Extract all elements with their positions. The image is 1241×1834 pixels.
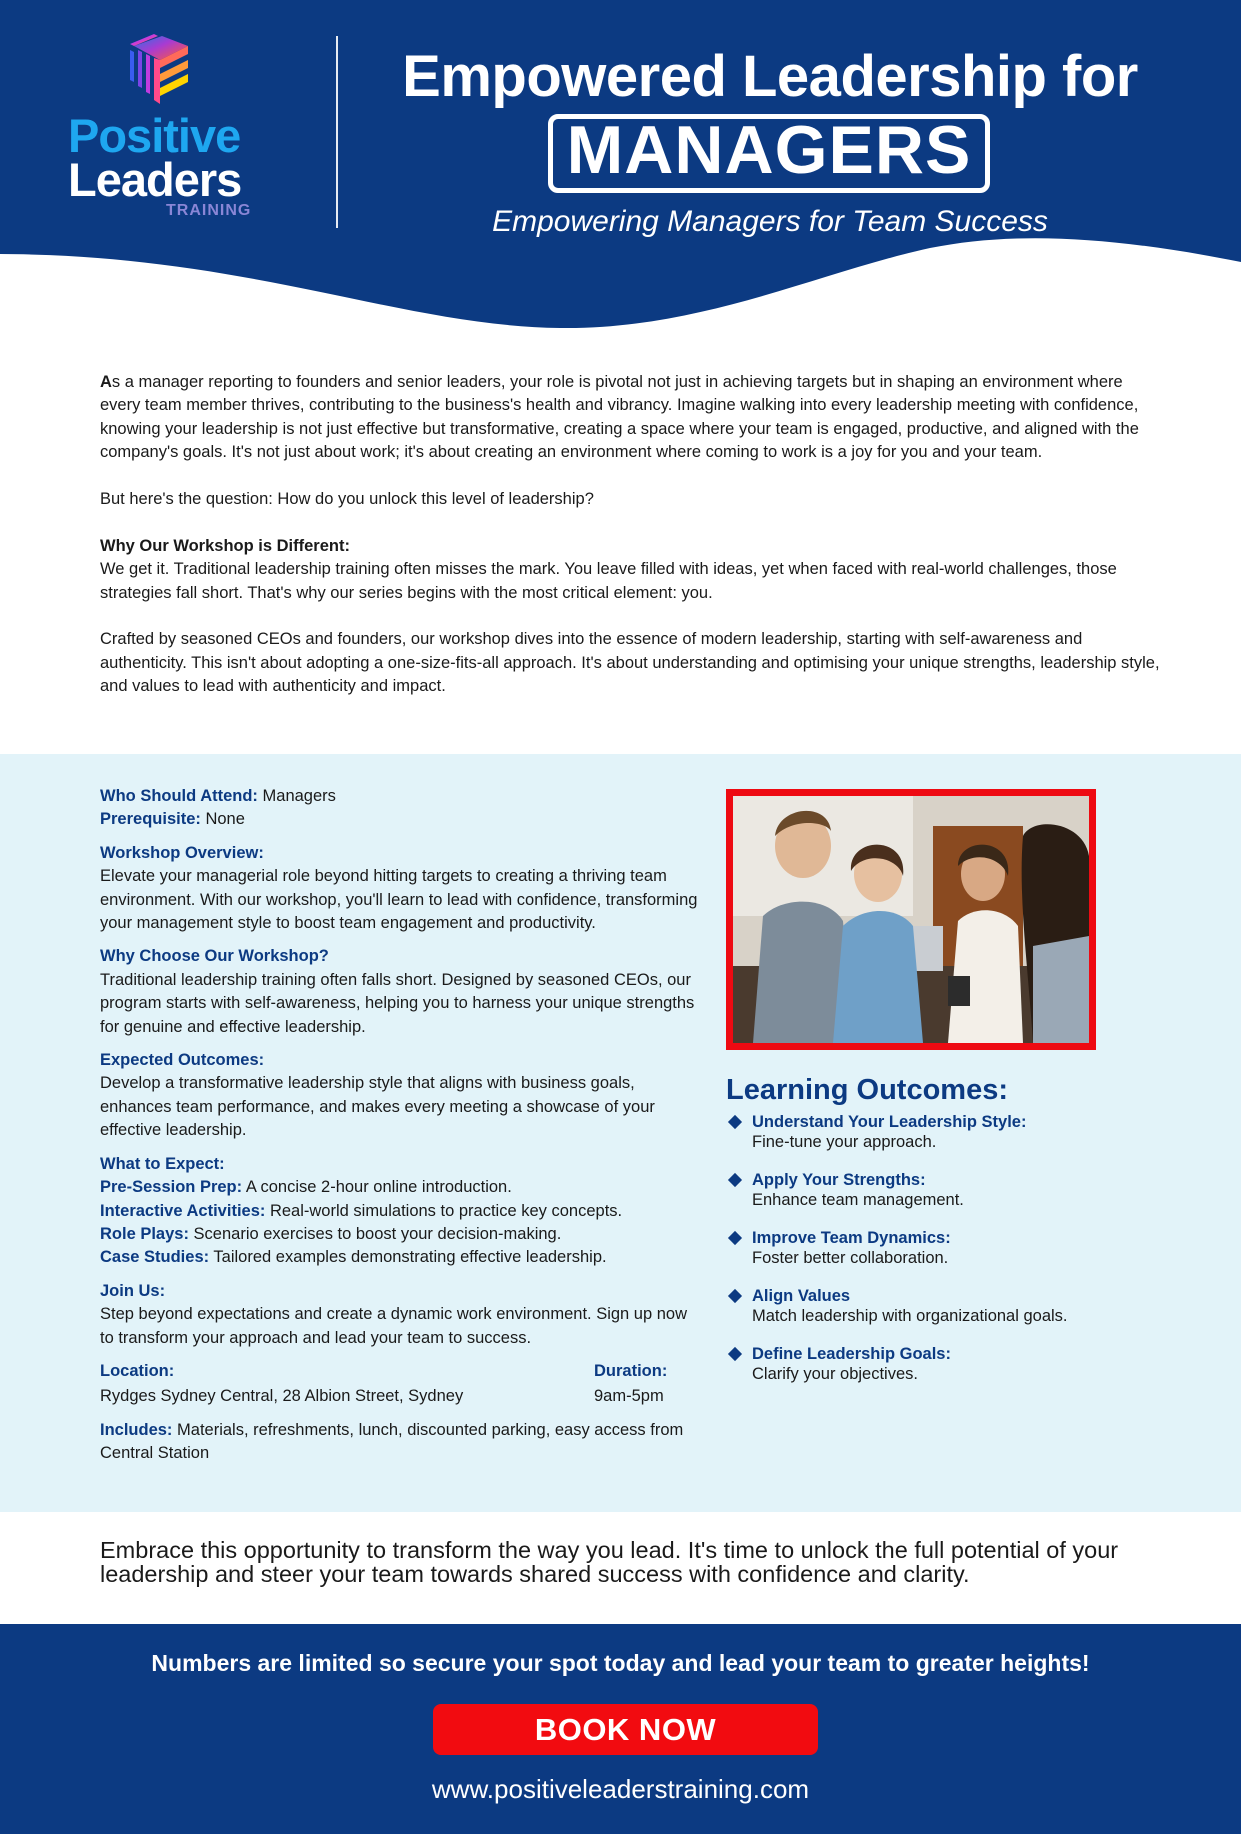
duration-value: 9am-5pm [594,1387,664,1406]
intro-paragraph-3 [100,535,1160,605]
join-us-text: Step beyond expectations and create a dynamic work environment. Sign up now to transform your approach and lead your team to success. [100,1305,688,1347]
diamond-bullet-icon [728,1347,742,1361]
join-us-label: Join Us: [100,1281,166,1300]
overview-text: Elevate your managerial role beyond hitting targets to creating a thriving team environment. With our workshop, you'll learn to lead with confidence, transforming your management style to boost team engagement and productivity. [100,867,698,933]
expect-item-label: Case Studies: [100,1248,210,1267]
expect-item [100,1200,700,1223]
expect-item-label: Pre-Session Prep: [100,1178,243,1197]
page-title-line2: MANAGERS [566,112,972,188]
diamond-bullet-icon [728,1289,742,1303]
expect-item-text: Scenario exercises to boost your decision-making. [188,1224,562,1243]
logo-cube-icon [120,30,198,108]
outcome-title: Apply Your Strengths: [752,1171,926,1189]
intro-paragraph-1-text: s a manager reporting to founders and senior leaders, your role is pivotal not just in achieving targets but in shaping an environment where every team member thrives, contributing to the business's health and vibrancy. Imagine walking into every leadership meeting with confidence, knowing your leadership is not just effective but transformative, creating a space where your team is engaged, productive, and aligned with the company's goals. It's not just about work; it's about creating an environment where coming to work is a joy for you and your team. [100,373,1139,462]
book-now-button[interactable]: BOOK NOW [433,1704,818,1755]
expect-item [100,1176,700,1199]
footer-cta-text: Numbers are limited so secure your spot today and lead your team to greater heights! [151,1650,1090,1676]
location-duration-row [100,1360,700,1409]
learning-outcome-item [728,1286,1148,1326]
logo-text-leaders: Leaders [68,153,242,206]
outcome-desc: Match leadership with organizational goals. [752,1307,1068,1325]
outcome-desc: Fine-tune your approach. [752,1133,937,1151]
outcome-title: Understand Your Leadership Style: [752,1113,1027,1131]
attendance-block [100,785,700,832]
expected-outcomes-label: Expected Outcomes: [100,1051,265,1070]
closing-statement: Embrace this opportunity to transform the way you lead. It's time to unlock the full potential of your leadership and steer your team towards shared success with confidence and clarity. [100,1537,1119,1587]
overview-label: Workshop Overview: [100,843,264,862]
expect-item-label: Interactive Activities: [100,1201,266,1220]
outcome-title: Align Values [752,1287,851,1305]
prerequisite-label: Prerequisite: [100,810,201,829]
why-choose-text: Traditional leadership training often falls short. Designed by seasoned CEOs, our program starts with self-awareness, helping you to harness your unique strengths for genuine and effective leadership. [100,970,695,1036]
learning-outcome-item [728,1170,1148,1210]
expected-outcomes-text: Develop a transformative leadership style that aligns with business goals, enhances team performance, and makes every meeting a showcase of your effective leadership. [100,1074,655,1140]
learning-outcome-item [728,1112,1148,1152]
outcome-title: Improve Team Dynamics: [752,1229,951,1247]
diamond-bullet-icon [728,1231,742,1245]
includes-block [100,1419,700,1466]
header-divider [336,36,338,228]
intro-paragraph-3-heading: Why Our Workshop is Different: [100,536,350,555]
what-to-expect-block [100,1153,700,1270]
duration-block [594,1360,704,1409]
workshop-details-column [100,785,700,1476]
expect-item [100,1223,700,1246]
includes-label: Includes: [100,1420,173,1439]
expect-item-label: Role Plays: [100,1224,189,1243]
why-choose-block [100,945,700,1039]
expect-item [100,1246,700,1269]
diamond-bullet-icon [728,1115,742,1129]
logo-text-training: TRAINING [166,202,252,219]
learning-outcomes-list [728,1112,1148,1402]
includes-value: Materials, refreshments, lunch, discounted parking, easy access from Central Station [100,1420,684,1463]
positive-leaders-logo [62,30,252,225]
photo-illustration [733,796,1089,1043]
outcome-desc: Clarify your objectives. [752,1365,918,1383]
workshop-details-section [0,754,1241,1512]
learning-outcomes-title: Learning Outcomes: [726,1074,1008,1106]
overview-block [100,842,700,936]
expected-outcomes-block [100,1049,700,1143]
prerequisite-value: None [200,810,245,829]
page-subtitle: Empowering Managers for Team Success [492,205,1048,238]
logo-text-positive: Positive [68,109,241,162]
intro-paragraph-1 [100,371,1160,465]
intro-section [100,371,1160,722]
intro-paragraph-4: Crafted by seasoned CEOs and founders, our workshop dives into the essence of modern leadership, starting with self-awareness and authenticity. This isn't about adopting a one-size-fits-all approach. It's about understanding and optimising your unique strengths, leadership style, and values to lead with authenticity and impact. [100,630,1160,696]
diamond-bullet-icon [728,1173,742,1187]
location-label: Location: [100,1361,175,1380]
why-choose-label: Why Choose Our Workshop? [100,947,329,966]
location-block [100,1360,590,1409]
outcome-desc: Enhance team management. [752,1191,964,1209]
header-banner [0,0,1241,330]
website-link[interactable]: www.positiveleaderstraining.com [431,1774,810,1804]
footer-cta-banner [0,1624,1241,1834]
page-title-line1: Empowered Leadership for [402,44,1138,109]
intro-paragraph-3-text: We get it. Traditional leadership training often misses the mark. You leave filled with ideas, yet when faced with real-world challenges, those strategies fall short. That's why our series begins with the most critical element: you. [100,560,1117,602]
learning-outcome-item [728,1228,1148,1268]
who-attend-value: Managers [257,787,336,805]
drop-letter: A [100,373,112,391]
outcome-desc: Foster better collaboration. [752,1249,949,1267]
learning-outcome-item [728,1344,1148,1384]
what-to-expect-label: What to Expect: [100,1154,225,1173]
intro-paragraph-2: But here's the question: How do you unlock this level of leadership? [100,490,594,509]
expect-item-text: Real-world simulations to practice key concepts. [265,1201,623,1220]
who-attend-label: Who Should Attend: [100,787,258,805]
team-meeting-photo [726,789,1096,1050]
duration-label: Duration: [594,1361,668,1380]
outcome-title: Define Leadership Goals: [752,1345,951,1363]
expect-item-text: Tailored examples demonstrating effective leadership. [209,1248,607,1267]
join-us-block [100,1280,700,1350]
location-value: Rydges Sydney Central, 28 Albion Street, Sydney [100,1387,464,1406]
expect-item-text: A concise 2-hour online introduction. [242,1178,512,1197]
